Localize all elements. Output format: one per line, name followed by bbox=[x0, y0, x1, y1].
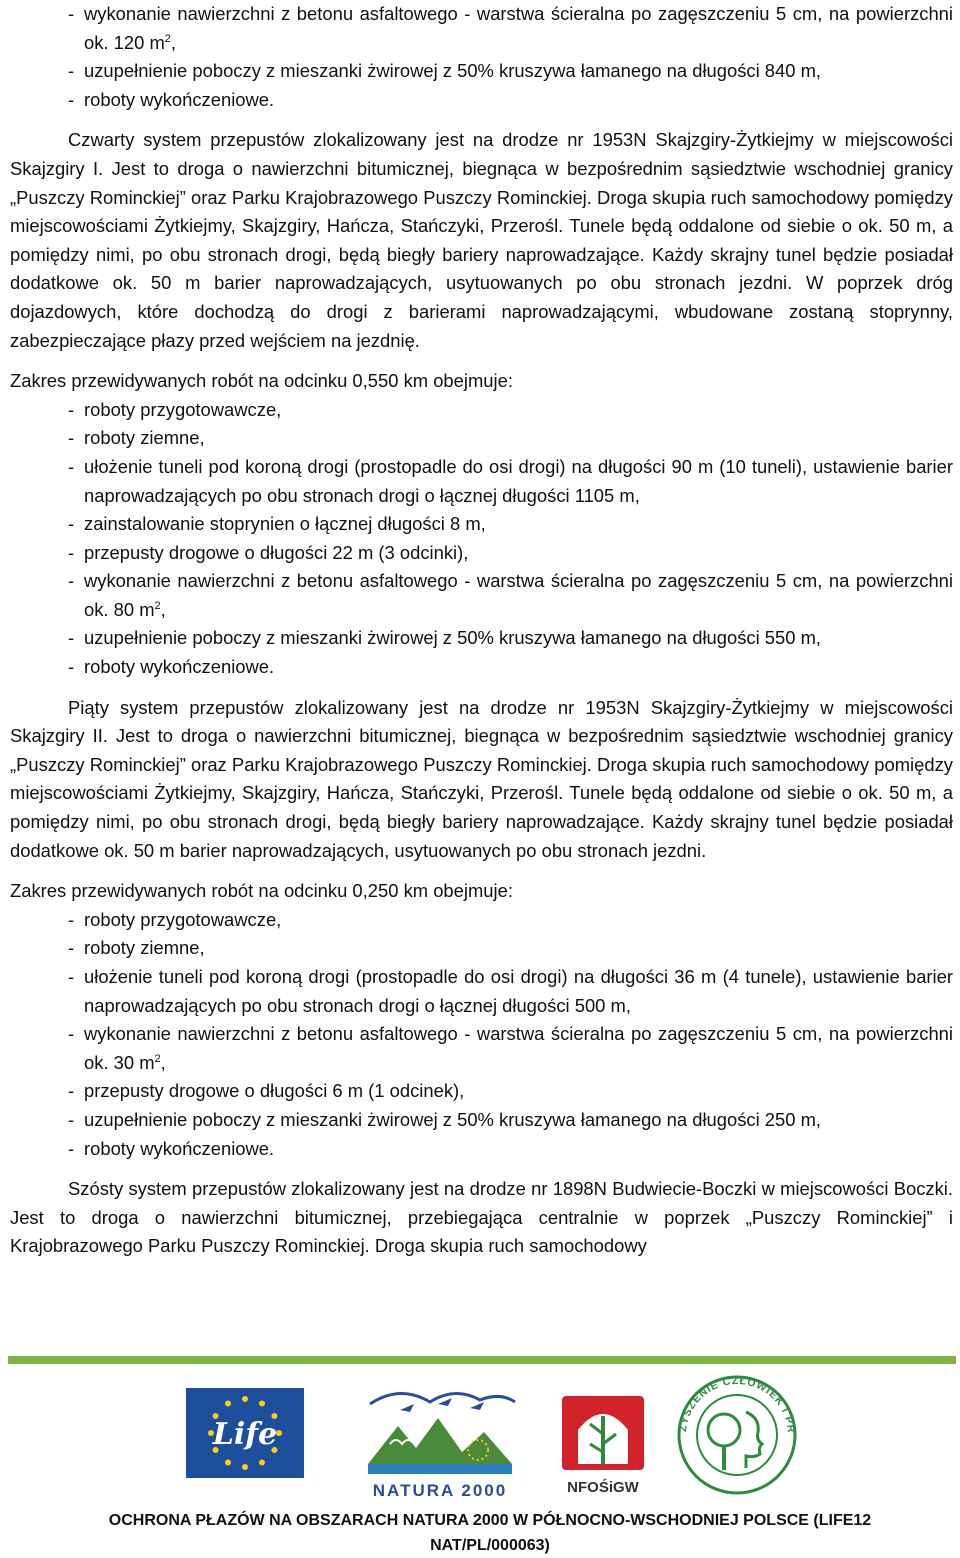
eu-star bbox=[225, 1459, 231, 1465]
scope-title-4: Zakres przewidywanych robót na odcinku 0,550 km obejmuje: bbox=[10, 370, 513, 392]
eu-star bbox=[259, 1401, 265, 1407]
list-item: - roboty wykończeniowe. bbox=[68, 653, 953, 682]
list-item: - przepusty drogowe o długości 6 m (1 odcinek), bbox=[68, 1077, 953, 1106]
scope-title-5: Zakres przewidywanych robót na odcinku 0,250 km obejmuje: bbox=[10, 880, 513, 902]
scope-list-4 bbox=[68, 396, 953, 682]
list-item: - wykonanie nawierzchni z betonu asfaltowego - warstwa ścieralna po zagęszczeniu 5 cm, na powierzchni ok. 120 $m^2$, bbox=[68, 0, 953, 57]
eu-star bbox=[225, 1401, 231, 1407]
footer-logos bbox=[0, 1370, 960, 1502]
intro-list bbox=[68, 0, 953, 114]
list-item: - roboty ziemne, bbox=[68, 424, 953, 453]
nfosigw-graphic bbox=[560, 1394, 646, 1498]
list-item: - roboty wykończeniowe. bbox=[68, 86, 953, 115]
scope-list-5 bbox=[68, 906, 953, 1163]
footer-divider bbox=[8, 1356, 956, 1364]
natura-2000-graphic bbox=[360, 1374, 520, 1500]
life-logo-text: Life bbox=[212, 1417, 278, 1452]
life-eu-logo-graphic bbox=[186, 1388, 304, 1478]
document-body bbox=[10, 0, 953, 1261]
list-item: - uzupełnienie poboczy z mieszanki żwirowej z 50% kruszywa łamanego na długości 840 m, bbox=[68, 57, 953, 86]
natura-logo-text: NATURA 2000 bbox=[372, 1481, 508, 1500]
list-item: - roboty przygotowawcze, bbox=[68, 906, 953, 935]
svg-text:STOWARZYSZENIE CZŁOWIEK I PRZY bbox=[672, 1372, 797, 1434]
list-item: - roboty ziemne, bbox=[68, 934, 953, 963]
stowarzyszenie-logo-text: ZYSZENIE CZŁOWIEK I PR bbox=[677, 1374, 798, 1435]
nfosigw-logo-text: NFOŚiGW bbox=[567, 1479, 639, 1496]
list-item: - roboty przygotowawcze, bbox=[68, 396, 953, 425]
list-item: - uzupełnienie poboczy z mieszanki żwirowej z 50% kruszywa łamanego na długości 250 m, bbox=[68, 1106, 953, 1135]
eu-star bbox=[242, 1396, 248, 1402]
list-item: - wykonanie nawierzchni z betonu asfaltowego - warstwa ścieralna po zagęszczeniu 5 cm, na powierzchni ok. 80 $m^2$, bbox=[68, 567, 953, 624]
list-item: - uzupełnienie poboczy z mieszanki żwirowej z 50% kruszywa łamanego na długości 550 m, bbox=[68, 624, 953, 653]
footer-project-title: OCHRONA PŁAZÓW NA OBSZARACH NATURA 2000 W PÓŁNOCNO-WSCHODNIEJ POLSCE (LIFE12 NAT/PL/000063) bbox=[108, 1512, 872, 1554]
nfosigw-logo bbox=[560, 1394, 646, 1498]
list-item: - roboty wykończeniowe. bbox=[68, 1135, 953, 1164]
list-item: - zainstalowanie stoprynien o łącznej długości 8 m, bbox=[68, 510, 953, 539]
paragraph-system-4: Czwarty system przepustów zlokalizowany jest na drodze nr 1953N Skajzgiry-Żytkiejmy w miejscowości Skajzgiry I. Jest to droga o nawierzchni bitumicznej, biegnąca w bezpośrednim sąsiedztwie wschodniej granicy „Puszczy Rominckiej” oraz Parku Krajobrazowego Puszczy Rominckiej. Droga skupia ruch samochodowy pomiędzy miejscowościami Żytkiejmy, Skajzgiry, Hańcza, Stańczyki, Przerośl. Tunele będą oddalone od siebie o ok. 50 m, a pomiędzy nimi, po obu stronach drogi, będą biegły bariery naprowadzające. Każdy skrajny tunel będzie posiadał dodatkowe ok. 50 m barier naprowadzających, usytuowanych po obu stronach jezdni. W poprzek dróg dojazdowych, które dochodzą do drogi z barierami naprowadzającymi, wbudowane zostaną stoprynny, zabezpieczające płazy przed wejściem na jezdnię. bbox=[10, 129, 953, 351]
paragraph-system-6: Szósty system przepustów zlokalizowany jest na drodze nr 1898N Budwiecie-Boczki w miejscowości Boczki. Jest to droga o nawierzchni bitumicznej, przebiegająca centralnie w poprzek „Puszczy Rominckiej” i Krajobrazowego Parku Puszczy Rominckiej. Droga skupia ruch samochodowy bbox=[10, 1178, 953, 1257]
stowarzyszenie-logo bbox=[672, 1372, 802, 1498]
list-item: - wykonanie nawierzchni z betonu asfaltowego - warstwa ścieralna po zagęszczeniu 5 cm, na powierzchni ok. 30 $m^2$, bbox=[68, 1020, 953, 1077]
list-item: - ułożenie tuneli pod koroną drogi (prostopadle do osi drogi) na długości 36 m (4 tunele), ustawienie barier naprowadzających po obu stronach drogi o łącznej długości 500 m, bbox=[68, 963, 953, 1020]
eu-star bbox=[259, 1459, 265, 1465]
stowarzyszenie-graphic bbox=[672, 1372, 802, 1498]
eu-star bbox=[242, 1464, 248, 1470]
list-item: - ułożenie tuneli pod koroną drogi (prostopadle do osi drogi) na długości 90 m (10 tuneli), ustawienie barier naprowadzających po obu stronach drogi o łącznej długości 1105 m, bbox=[68, 453, 953, 510]
natura-2000-logo bbox=[360, 1374, 520, 1500]
list-item: - przepusty drogowe o długości 22 m (3 odcinki), bbox=[68, 539, 953, 568]
paragraph-system-5: Piąty system przepustów zlokalizowany jest na drodze nr 1953N Skajzgiry-Żytkiejmy w miejscowości Skajzgiry II. Jest to droga o nawierzchni bitumicznej, biegnąca w bezpośrednim sąsiedztwie wschodniej granicy „Puszczy Rominckiej” oraz Parku Krajobrazowego Puszczy Rominckiej. Droga skupia ruch samochodowy pomiędzy miejscowościami Żytkiejmy, Skajzgiry, Hańcza, Stańczyki, Przerośl. Tunele będą oddalone od siebie o ok. 50 m, a pomiędzy nimi, po obu stronach drogi, będą biegły bariery naprowadzające. Każdy skrajny tunel będzie posiadał dodatkowe ok. 50 m barier naprowadzających, usytuowanych po obu stronach jezdni. bbox=[10, 696, 953, 861]
life-eu-logo bbox=[186, 1388, 304, 1478]
